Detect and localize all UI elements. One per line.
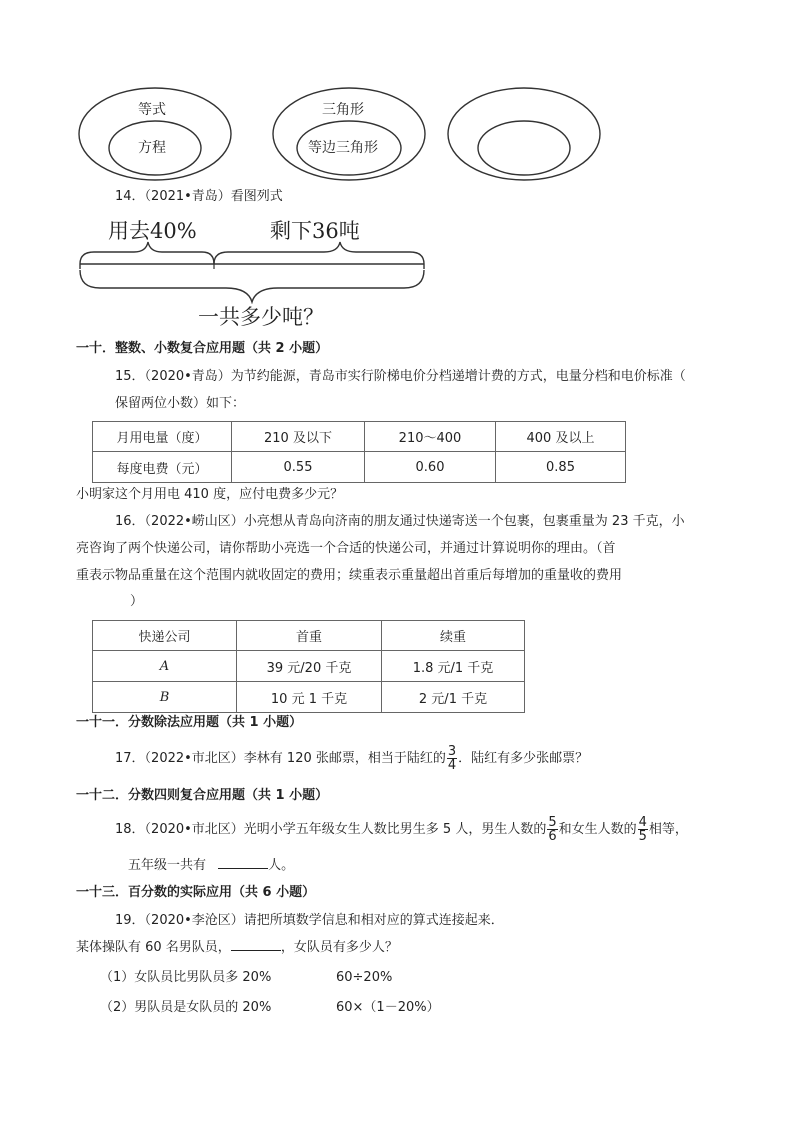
fraction-denominator: 4	[447, 758, 457, 773]
q17-text	[115, 745, 588, 772]
q19-expression-1: 60÷20%	[336, 970, 393, 985]
q16-courier-table	[92, 620, 525, 713]
fraction-numerator: 3	[447, 744, 457, 759]
q14-bracket-diagram	[76, 240, 428, 304]
table-row	[93, 422, 626, 452]
table-cell: 10 元 1 千克	[237, 682, 382, 713]
venn-3-inner	[478, 121, 570, 175]
venn-3-outer	[448, 88, 600, 180]
table-row	[93, 621, 525, 651]
table-row	[93, 651, 525, 682]
section-10-heading: 一十．整数、小数复合应用题（共 2 小题）	[76, 341, 329, 356]
q17-after: ．陆红有多少张邮票？	[458, 751, 589, 766]
table-cell: 0.60	[365, 452, 496, 483]
venn-1-inner-label: 方程	[138, 140, 166, 156]
q14-remaining-label: 剩下36吨	[270, 219, 360, 243]
q16-line3: 重表示物品重量在这个范围内就收固定的费用；续重表示重量超出首重后每增加的重量收的费用	[76, 568, 623, 583]
venn-2-inner-label: 等边三角形	[308, 140, 378, 156]
table-cell: 首重	[237, 621, 382, 651]
table-cell: 快递公司	[93, 621, 237, 651]
q19-stem: 19．（2020•李沧区）请把所填数学信息和相对应的算式连接起来．	[115, 913, 504, 928]
q16-line2: 亮咨询了两个快递公司，请你帮助小亮选一个合适的快递公司，并通过计算说明你的理由。（首	[76, 541, 616, 556]
table-cell: 续重	[382, 621, 525, 651]
q18-after: 相等，	[648, 822, 688, 837]
table-cell: 210～400	[365, 422, 496, 452]
q19-expression-2: 60×（1－20%）	[336, 1000, 440, 1015]
q18-fraction-2	[638, 816, 648, 843]
q18-before: 18．（2020•市北区）光明小学五年级女生人数比男生多 5 人，男生人数的	[115, 822, 547, 837]
q19-option-2: （2）男队员是女队员的 20%	[100, 1000, 272, 1015]
table-row	[93, 452, 626, 483]
section-13-heading: 一十三．百分数的实际应用（共 6 小题）	[76, 885, 316, 900]
table-cell: 210 及以下	[232, 422, 365, 452]
q14-used-label: 用去40%	[108, 219, 197, 243]
q19-line2	[76, 938, 398, 958]
q18-line2-after: 人。	[268, 858, 295, 873]
table-cell: B	[93, 682, 237, 713]
q18-line2-before: 五年级一共有	[128, 858, 207, 873]
q16-line1: 16．（2022•崂山区）小亮想从青岛向济南的朋友通过快递寄送一个包裹，包裹重量为 23 千克，小	[115, 514, 685, 529]
fraction-numerator: 5	[548, 815, 557, 830]
q17-before: 17．（2022•市北区）李林有 120 张邮票，相当于陆红的	[115, 751, 446, 766]
table-cell: 0.85	[496, 452, 626, 483]
table-cell: 2 元/1 千克	[382, 682, 525, 713]
venn-diagrams	[75, 80, 615, 192]
q15-question: 小明家这个月用电 410 度，应付电费多少元？	[76, 487, 344, 502]
fraction-numerator: 4	[638, 815, 647, 830]
section-11-heading: 一十一．分数除法应用题（共 1 小题）	[76, 715, 303, 730]
table-cell: 400 及以上	[496, 422, 626, 452]
q18-middle: 和女生人数的	[558, 822, 637, 837]
section-12-heading: 一十二．分数四则复合应用题（共 1 小题）	[76, 788, 329, 803]
q19-option-1: （1）女队员比男队员多 20%	[100, 970, 272, 985]
table-cell: 0.55	[232, 452, 365, 483]
q19-line2-before: 某体操队有 60 名男队员，	[76, 940, 231, 955]
table-cell: 月用电量（度）	[93, 422, 232, 452]
q18-text	[115, 816, 688, 843]
q14-total-label: 一共多少吨？	[198, 305, 324, 329]
q19-line2-after: ，女队员有多少人？	[280, 940, 398, 955]
q15-line2: 保留两位小数）如下：	[115, 396, 246, 411]
q18-answer-blank[interactable]	[218, 868, 268, 869]
q18-line2	[128, 856, 294, 876]
table-cell: 每度电费（元）	[93, 452, 232, 483]
fraction-denominator: 6	[548, 829, 557, 844]
fraction-denominator: 5	[638, 829, 647, 844]
q15-price-table	[92, 421, 626, 483]
table-row	[93, 682, 525, 713]
venn-2-outer-label: 三角形	[322, 102, 364, 118]
table-cell: 39 元/20 千克	[237, 651, 382, 682]
q14-stem: 14．（2021•青岛）看图列式	[115, 189, 283, 204]
table-cell: A	[93, 651, 237, 682]
q15-line1: 15．（2020•青岛）为节约能源，青岛市实行阶梯电价分档递增计费的方式，电量分档和电价标准（	[115, 369, 686, 384]
q18-fraction-1	[547, 816, 557, 843]
table-cell: 1.8 元/1 千克	[382, 651, 525, 682]
q19-answer-blank[interactable]	[231, 950, 281, 951]
q17-fraction	[447, 745, 457, 772]
venn-1-outer-label: 等式	[138, 102, 166, 118]
q16-line4: ）	[130, 594, 144, 609]
